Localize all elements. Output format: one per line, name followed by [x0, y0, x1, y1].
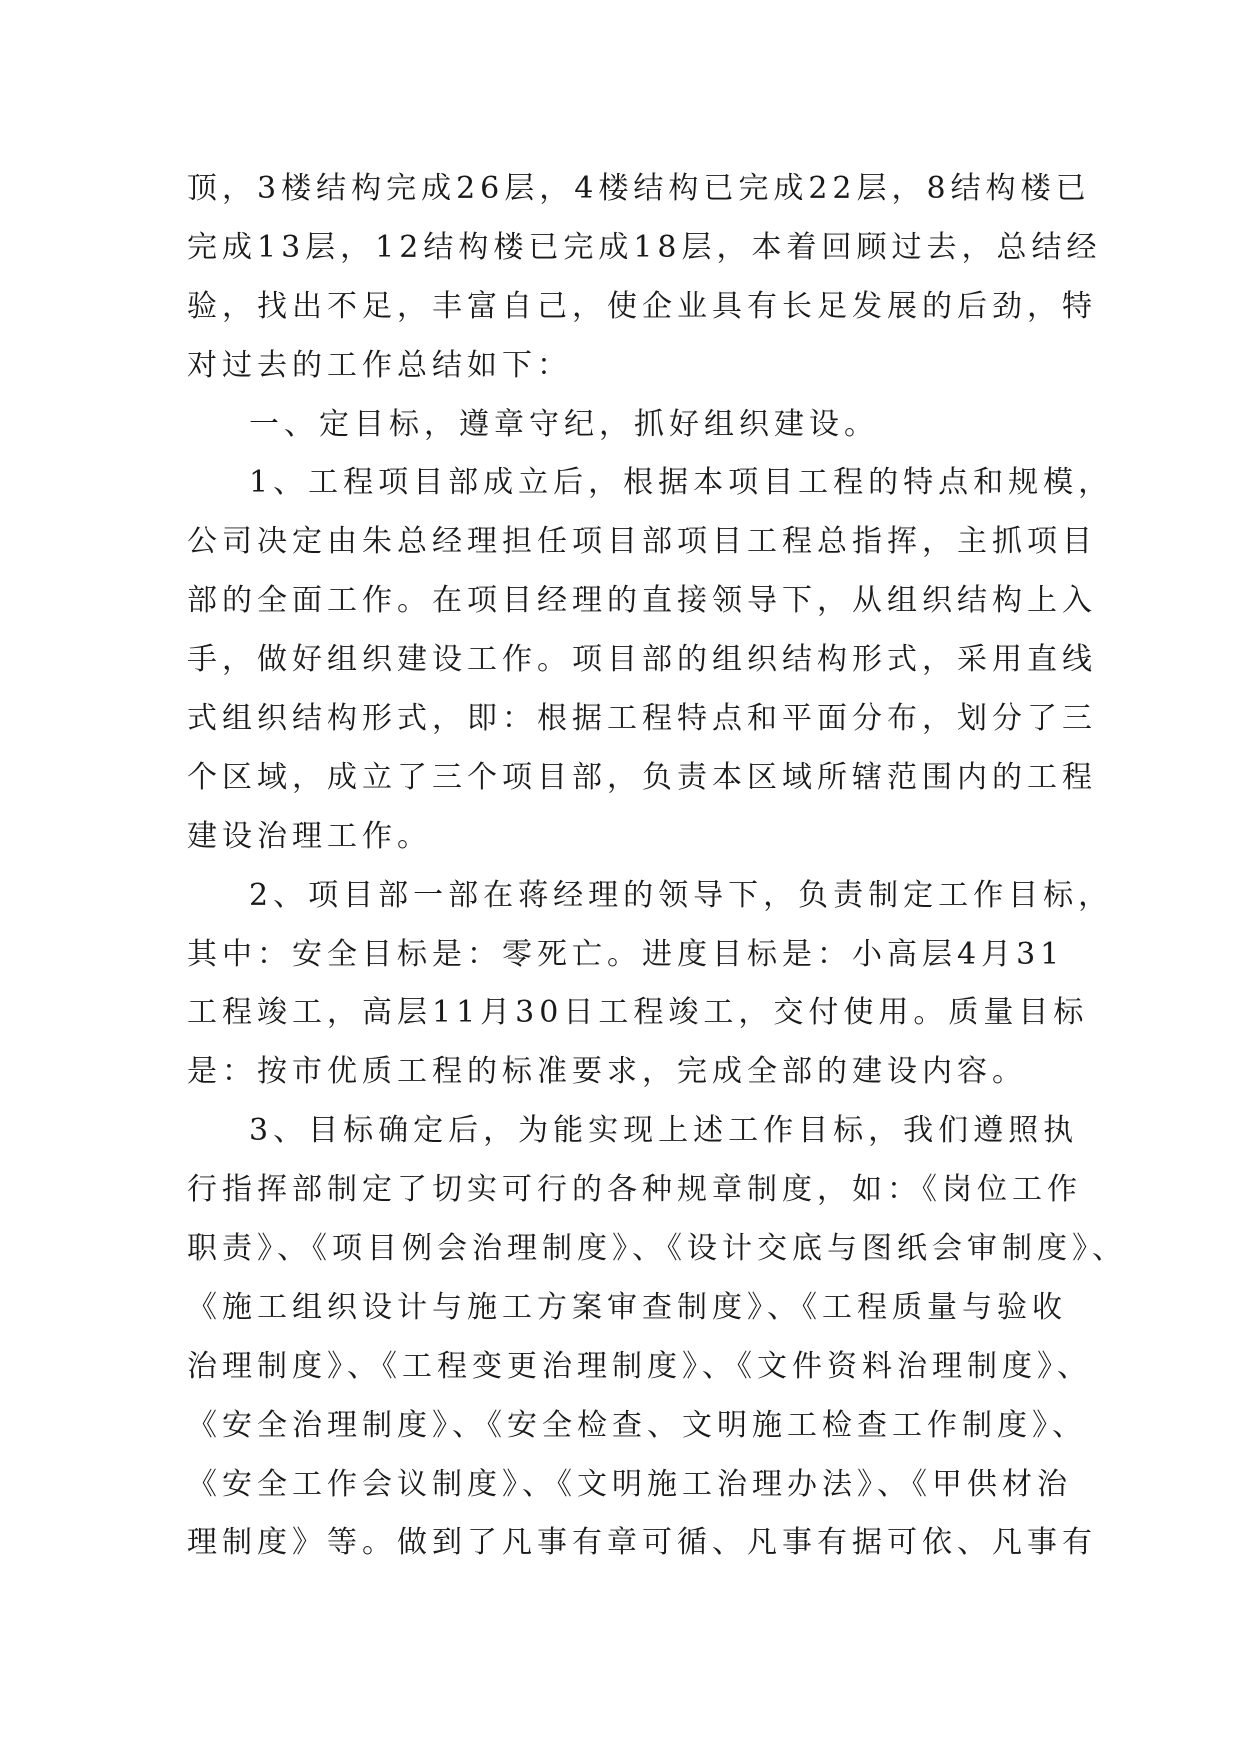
- text-line: 其中：安全目标是：零死亡。进度目标是：小高层4月31: [187, 936, 1065, 972]
- text-line: 工程竣工，高层11月30日工程竣工，交付使用。质量目标: [187, 995, 1089, 1031]
- text-line: 完成13层，12结构楼已完成18层，本着回顾过去，总结经: [187, 229, 1102, 265]
- text-line: 个区域，成立了三个项目部，负责本区域所辖范围内的工程: [187, 759, 1097, 795]
- text-line: 验，找出不足，丰富自己，使企业具有长足发展的后劲，特: [187, 288, 1097, 324]
- text-line: 《安全工作会议制度》、《文明施工治理办法》、《甲供材治: [187, 1466, 1072, 1502]
- text-line: 行指挥部制定了切实可行的各种规章制度，如：《岗位工作: [187, 1172, 1082, 1208]
- text-line: 理制度》等。做到了凡事有章可循、凡事有据可依、凡事有: [187, 1525, 1097, 1561]
- paragraph-start: 3、目标确定后，为能实现上述工作目标，我们遵照执: [249, 1113, 1079, 1149]
- text-line: 对过去的工作总结如下：: [187, 347, 572, 383]
- section-heading: 一、定目标，遵章守纪，抓好组织建设。: [249, 406, 879, 442]
- text-line: 《施工组织设计与施工方案审查制度》、《工程质量与验收: [187, 1289, 1067, 1325]
- text-line: 部的全面工作。在项目经理的直接领导下，从组织结构上入: [187, 583, 1097, 619]
- text-line: 建设治理工作。: [187, 818, 432, 854]
- text-line: 《安全治理制度》、《安全检查、文明施工检查工作制度》、: [187, 1407, 1087, 1443]
- text-line: 是：按市优质工程的标准要求，完成全部的建设内容。: [187, 1054, 1027, 1090]
- text-line: 式组织结构形式，即：根据工程特点和平面分布，划分了三: [187, 701, 1097, 737]
- text-line: 手，做好组织建设工作。项目部的组织结构形式，采用直线: [187, 642, 1097, 678]
- text-line: 职责》、《项目例会治理制度》、《设计交底与图纸会审制度》、: [187, 1231, 1127, 1267]
- text-line: 顶，3楼结构完成26层，4楼结构已完成22层，8结构楼已: [187, 171, 1091, 206]
- text-line: 公司决定由朱总经理担任项目部项目工程总指挥，主抓项目: [187, 524, 1097, 560]
- paragraph-start: 2、项目部一部在蒋经理的领导下，负责制定工作目标，: [249, 877, 1114, 913]
- document-body: [187, 160, 1127, 1573]
- paragraph-start: 1、工程项目部成立后，根据本项目工程的特点和规模，: [249, 465, 1114, 501]
- text-line: 治理制度》、《工程变更治理制度》、《文件资料治理制度》、: [187, 1348, 1092, 1384]
